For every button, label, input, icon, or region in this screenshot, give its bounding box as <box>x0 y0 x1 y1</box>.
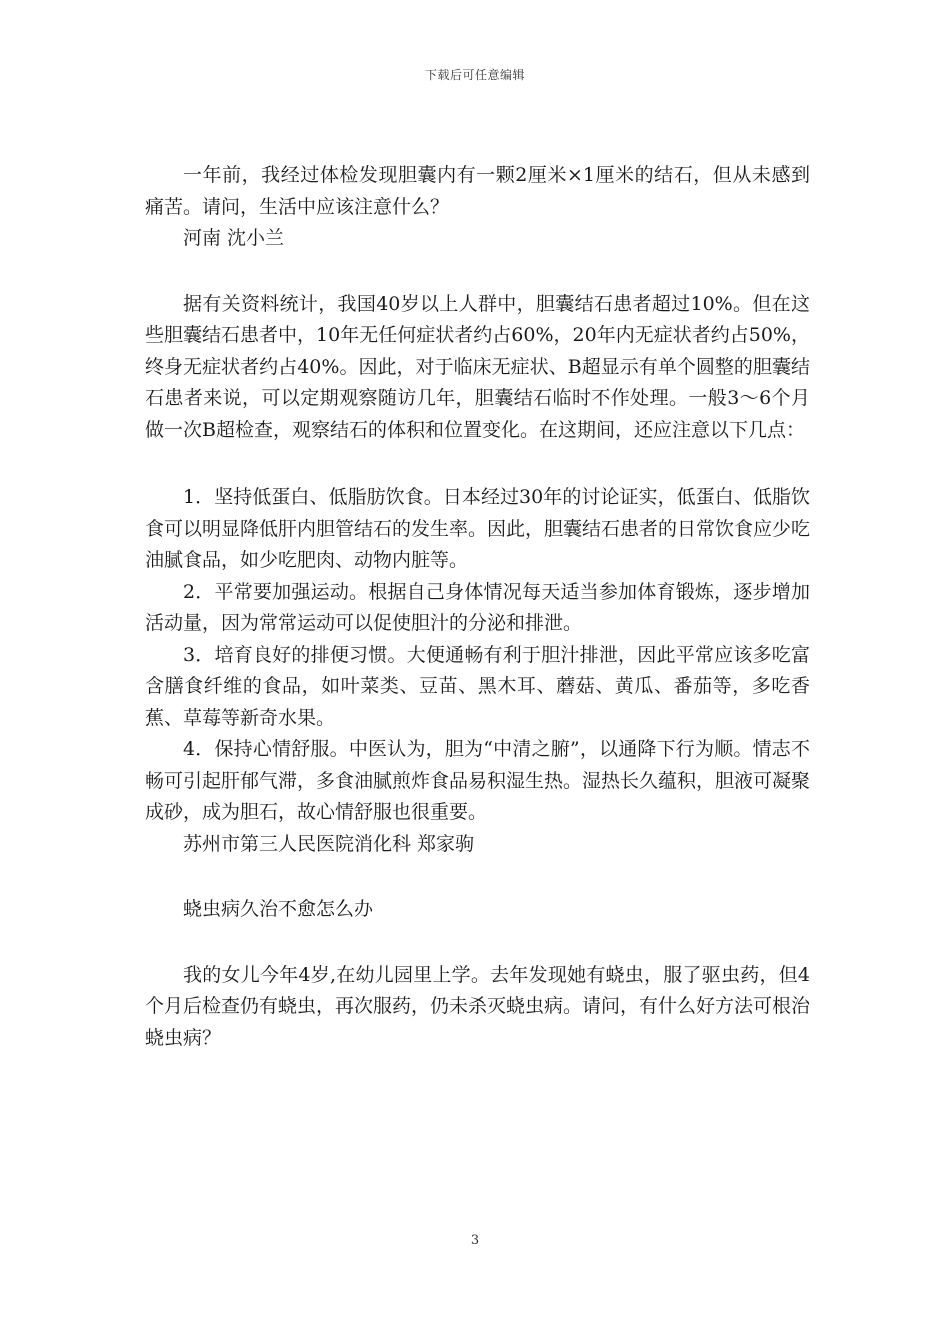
header-note: 下载后可任意编辑 <box>424 68 525 82</box>
second-question-paragraph: 我的女儿今年4岁,在幼儿园里上学。去年发现她有蛲虫，服了驱虫药，但4个月后检查仍有蛲虫，再次服药，仍未杀灭蛲虫病。请问，有什么好方法可根治蛲虫病？ <box>145 963 811 1049</box>
advice-point-4: 4．保持心情舒服。中医认为，胆为“中清之腑”，以通降下行为顺。情志不畅可引起肝郁气滞，多食油腻煎炸食品易积湿生热。湿热长久蕴积，胆液可凝聚成砂，成为胆石，故心情舒服也很重要。 <box>145 738 811 823</box>
question-paragraph: 一年前，我经过体检发现胆囊内有一颗2厘米×1厘米的结石，但从未感到痛苦。请问，生活中应该注意什么？ <box>145 164 810 218</box>
question-author: 河南 沈小兰 <box>183 227 285 249</box>
answer-intro-paragraph: 据有关资料统计，我国40岁以上人群中，胆囊结石患者超过10%。但在这些胆囊结石患者中，10年无任何症状者约占60%，20年内无症状者约占50%，终身无症状者约占40%。因此，对于临床无症状、B超显示有单个圆整的胆囊结石患者来说，可以定期观察随访几年，胆囊结石临时不作处理。一般3～6个月做一次B超检查，观察结石的体积和位置变化。在这期间，还应注意以下几点： <box>145 292 810 441</box>
advice-point-1: 1．坚持低蛋白、低脂肪饮食。日本经过30年的讨论证实，低蛋白、低脂饮食可以明显降低肝内胆管结石的发生率。因此，胆囊结石患者的日常饮食应少吃油腻食品，如少吃肥肉、动物内脏等。 <box>145 486 811 571</box>
advice-point-2: 2．平常要加强运动。根据自己身体情况每天适当参加体育锻炼，逐步增加活动量，因为常常运动可以促使胆汁的分泌和排泄。 <box>145 580 810 634</box>
answer-signature: 苏州市第三人民医院消化科 郑家驹 <box>183 832 475 855</box>
page-number: 3 <box>470 1233 480 1248</box>
advice-point-3: 3．培育良好的排便习惯。大便通畅有利于胆汁排泄，因此平常应该多吃富含膳食纤维的食品，如叶菜类、豆苗、黑木耳、蘑菇、黄瓜、番茄等，多吃香蕉、草莓等新奇水果。 <box>145 643 810 729</box>
section-title: 蛲虫病久治不愈怎么办 <box>183 898 374 920</box>
article-body <box>145 160 810 1054</box>
